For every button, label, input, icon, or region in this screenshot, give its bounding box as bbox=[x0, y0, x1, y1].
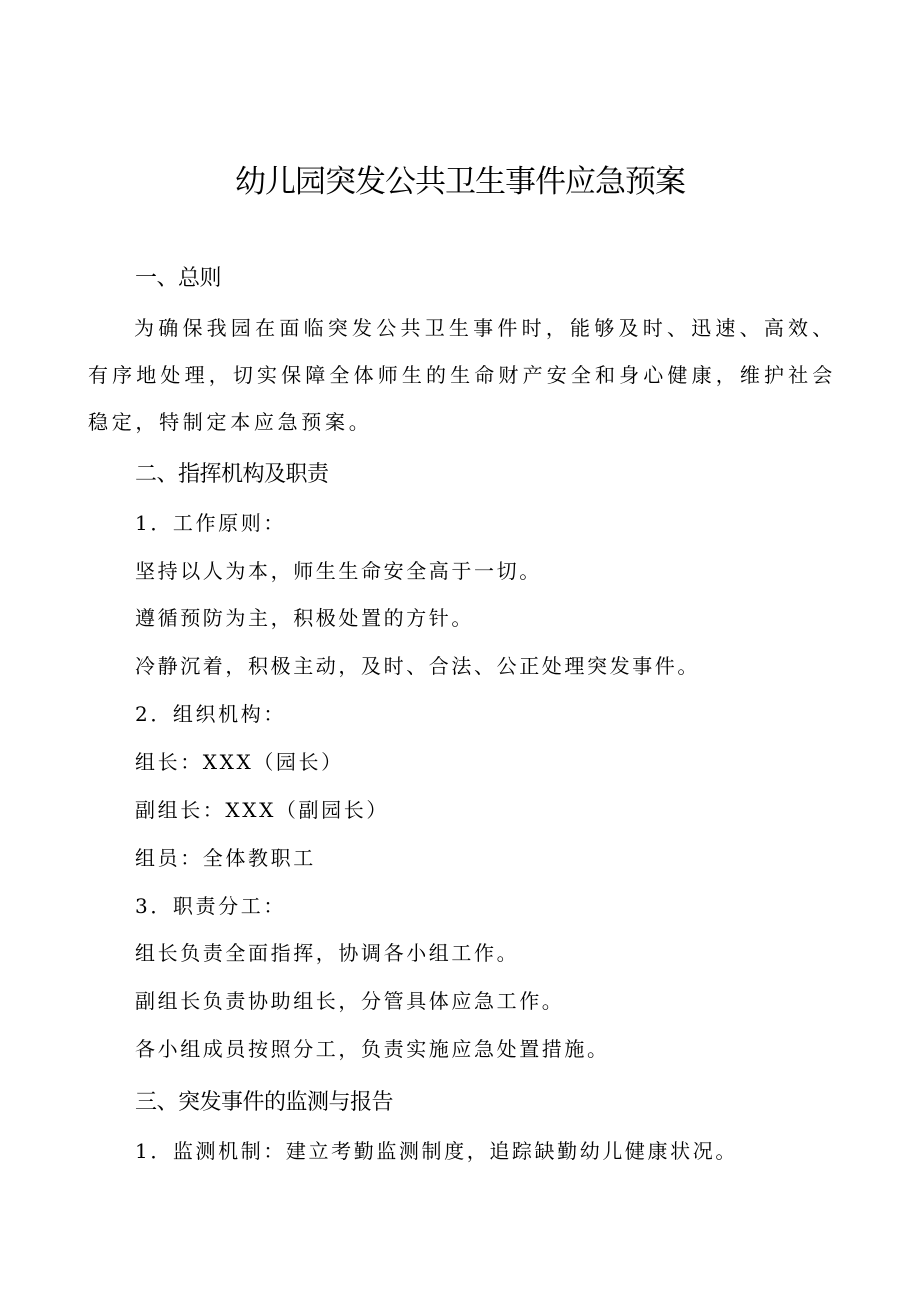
list-item: 组长：XXX（园长） bbox=[135, 750, 344, 774]
section-heading-general: 一、总则 bbox=[135, 266, 222, 291]
list-item: 2．组织机构： bbox=[135, 702, 286, 726]
list-item: 1．监测机制：建立考勤监测制度，追踪缺勤幼儿健康状况。 bbox=[135, 1139, 738, 1163]
list-item: 组员：全体教职工 bbox=[135, 846, 316, 870]
list-item: 副组长负责协助组长，分管具体应急工作。 bbox=[135, 989, 565, 1013]
list-item: 各小组成员按照分工，负责实施应急处置措施。 bbox=[135, 1037, 610, 1061]
section-paragraph-general: 为确保我园在面临突发公共卫生事件时，能够及时、迅速、高效、有序地处理，切实保障全体师生的生命财产安全和身心健康，维护社会稳定，特制定本应急预案。 bbox=[88, 316, 836, 434]
section-heading-command: 二、指挥机构及职责 bbox=[135, 462, 329, 487]
section-heading-monitoring: 三、突发事件的监测与报告 bbox=[135, 1090, 394, 1115]
list-item: 遵循预防为主，积极处置的方针。 bbox=[135, 606, 474, 630]
list-item: 3．职责分工： bbox=[135, 894, 286, 918]
list-item: 组长负责全面指挥，协调各小组工作。 bbox=[135, 941, 520, 965]
list-item: 坚持以人为本，师生生命安全高于一切。 bbox=[135, 559, 542, 583]
list-item: 副组长：XXX（副园长） bbox=[135, 798, 389, 822]
list-item: 1．工作原则： bbox=[135, 511, 286, 535]
document-title: 幼儿园突发公共卫生事件应急预案 bbox=[235, 164, 685, 200]
list-item: 冷静沉着，积极主动，及时、合法、公正处理突发事件。 bbox=[135, 654, 700, 678]
